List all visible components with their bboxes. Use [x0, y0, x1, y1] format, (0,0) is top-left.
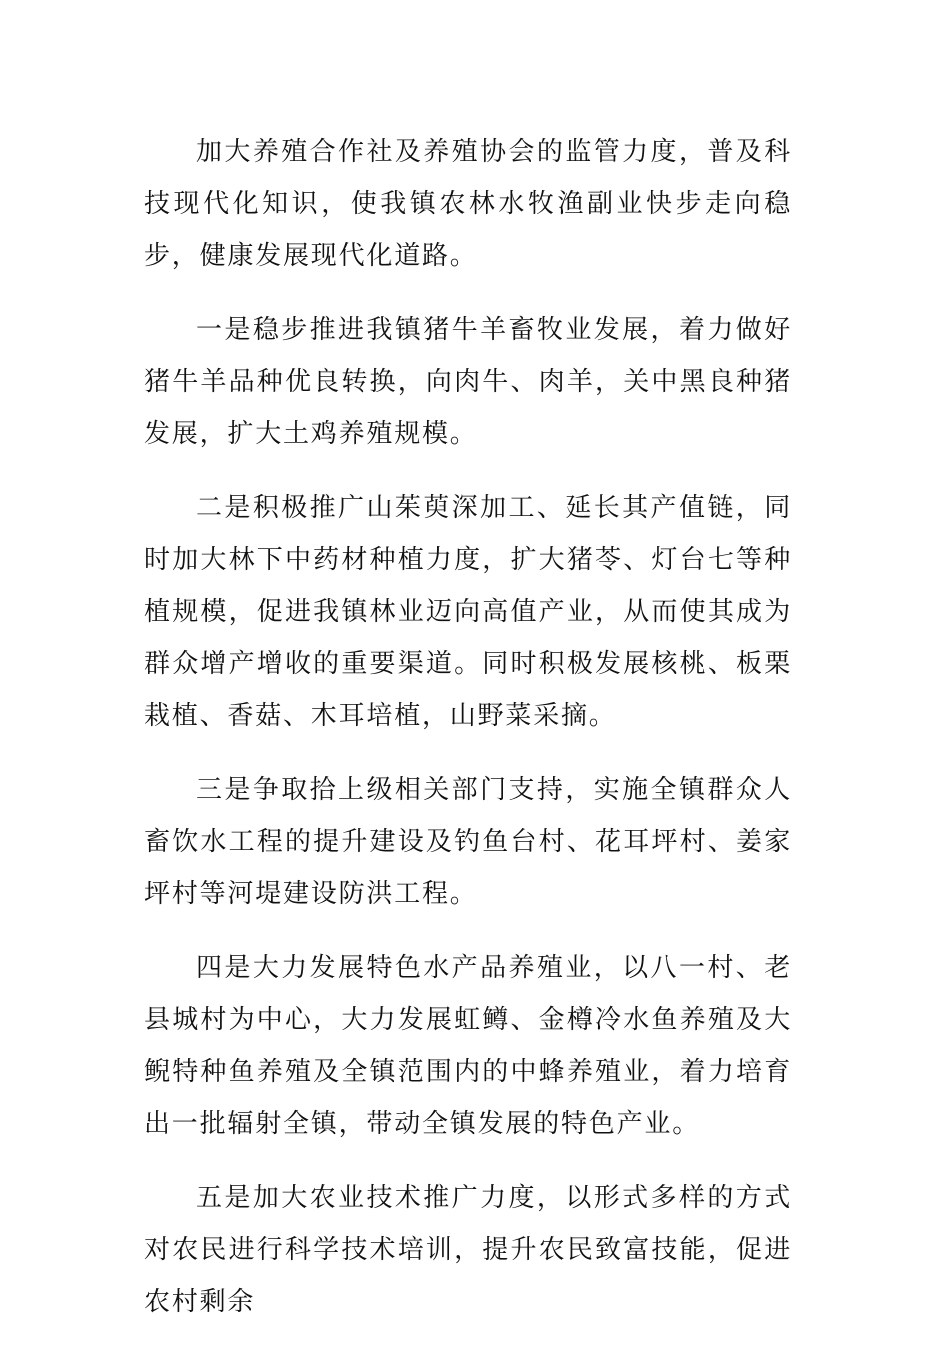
paragraph-forestry: 二是积极推广山茱萸深加工、延长其产值链，同时加大林下中药材种植力度，扩大猪苓、灯台七等种植规模，促进我镇林业迈向高值产业，从而使其成为群众增产增收的重要渠道。同时积极发展核桃、板栗栽植、香菇、木耳培植，山野菜采摘。	[144, 493, 792, 731]
paragraph-training: 五是加大农业技术推广力度，以形式多样的方式对农民进行科学技术培训，提升农民致富技能，促进农村剩余	[144, 1183, 792, 1317]
document-body	[144, 126, 792, 1350]
paragraph-aquaculture: 四是大力发展特色水产品养殖业，以八一村、老县城村为中心，大力发展虹鳟、金樽冷水鱼养殖及大鲵特种鱼养殖及全镇范围内的中蜂养殖业，着力培育出一批辐射全镇，带动全镇发展的特色产业。	[144, 953, 792, 1139]
paragraph-intro: 加大养殖合作社及养殖协会的监管力度，普及科技现代化知识，使我镇农林水牧渔副业快步走向稳步，健康发展现代化道路。	[144, 137, 792, 271]
paragraph-water-projects: 三是争取拾上级相关部门支持，实施全镇群众人畜饮水工程的提升建设及钓鱼台村、花耳坪村、姜家坪村等河堤建设防洪工程。	[144, 775, 792, 909]
paragraph-livestock: 一是稳步推进我镇猪牛羊畜牧业发展，着力做好猪牛羊品种优良转换，向肉牛、肉羊，关中黑良种猪发展，扩大土鸡养殖规模。	[144, 315, 792, 449]
